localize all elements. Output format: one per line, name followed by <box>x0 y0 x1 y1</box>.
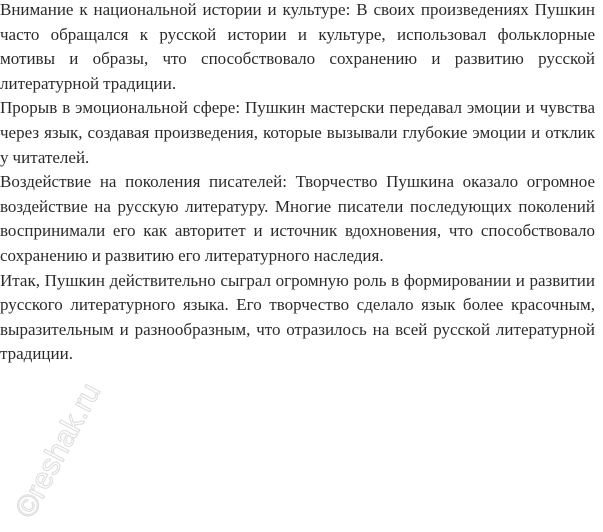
watermark-text: ©reshak.ru <box>9 377 108 524</box>
paragraph-national-history: Внимание к национальной истории и культуре: В своих произведениях Пушкин часто обращался к русской истории и культуре, использовал фольклорные мотивы и образы, что способствовало сохранению и развитию русской литературной традиции. <box>0 0 595 93</box>
paragraph-conclusion: Итак, Пушкин действительно сыграл огромную роль в формировании и развитии русского литературного языка. Его творчество сделало язык более красочным, выразительным и разнообразным, что отразилось на всей русской литературной традиции. <box>0 270 595 364</box>
paragraph-emotional-sphere: Прорыв в эмоциональной сфере: Пушкин мастерски передавал эмоции и чувства через язык, создавая произведения, которые вызывали глубокие эмоции и отклик у читателей. <box>0 98 595 167</box>
paragraph-writer-generations: Воздействие на поколения писателей: Творчество Пушкина оказало огромное воздействие на русскую литературу. Многие писатели последующих поколений воспринимали его как авторитет и источник вдохновения, что способствовало сохранению и развитию его литературного наследия. <box>0 172 595 265</box>
